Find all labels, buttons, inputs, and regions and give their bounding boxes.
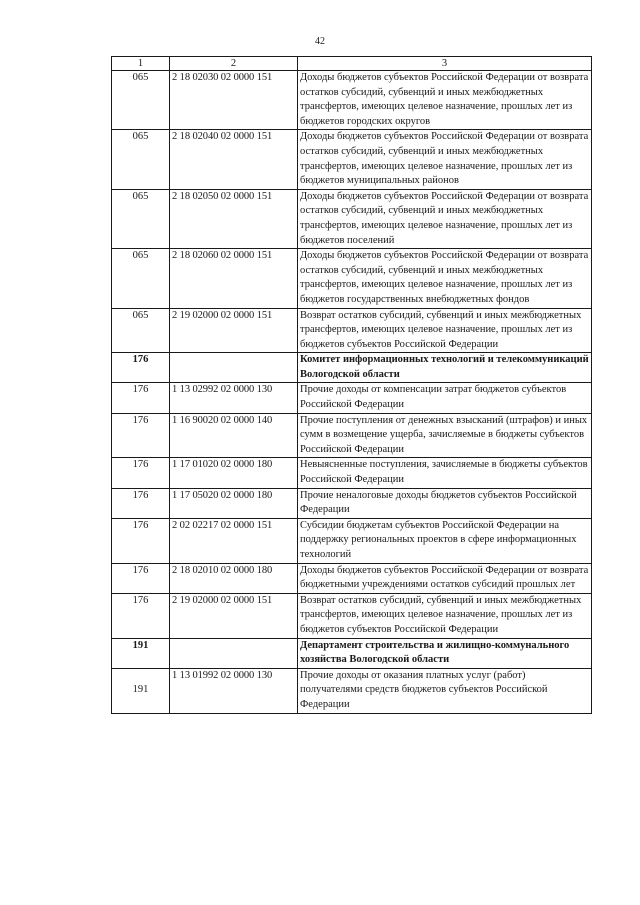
admin-code-cell: 065 bbox=[112, 308, 170, 353]
table-row bbox=[112, 308, 592, 353]
table-row bbox=[112, 130, 592, 189]
table-row bbox=[112, 458, 592, 488]
budget-code-cell: 2 19 02000 02 0000 151 bbox=[170, 308, 298, 353]
department-row bbox=[112, 638, 592, 668]
table-row bbox=[112, 563, 592, 593]
department-name-cell: Департамент строительства и жилищно-коммунального хозяйства Вологодской области bbox=[298, 638, 592, 668]
admin-code-cell: 065 bbox=[112, 189, 170, 248]
revenue-name-cell: Прочие неналоговые доходы бюджетов субъектов Российской Федерации bbox=[298, 488, 592, 518]
table-row bbox=[112, 488, 592, 518]
admin-code-cell: 176 bbox=[112, 518, 170, 563]
revenue-name-cell: Возврат остатков субсидий, субвенций и иных межбюджетных трансфертов, имеющих целевое назначение, прошлых лет из бюджетов субъектов Российской Федерации bbox=[298, 593, 592, 638]
budget-code-cell: 2 02 02217 02 0000 151 bbox=[170, 518, 298, 563]
admin-code-cell: 065 bbox=[112, 130, 170, 189]
table-row bbox=[112, 189, 592, 248]
revenue-name-cell: Доходы бюджетов субъектов Российской Федерации от возврата остатков субсидий, субвенций и иных межбюджетных трансфертов, имеющих целевое назначение, прошлых лет из бюджетов поселений bbox=[298, 189, 592, 248]
table-row bbox=[112, 249, 592, 308]
table-header-row bbox=[112, 57, 592, 71]
revenue-name-cell: Возврат остатков субсидий, субвенций и иных межбюджетных трансфертов, имеющих целевое назначение, прошлых лет из бюджетов субъектов Российской Федерации bbox=[298, 308, 592, 353]
admin-code-cell: 176 bbox=[112, 383, 170, 413]
table-row bbox=[112, 383, 592, 413]
admin-code-cell: 065 bbox=[112, 249, 170, 308]
budget-code-cell bbox=[170, 638, 298, 668]
admin-code-cell: 191 bbox=[112, 668, 170, 713]
table-row bbox=[112, 593, 592, 638]
admin-code-cell: 176 bbox=[112, 593, 170, 638]
revenue-name-cell: Доходы бюджетов субъектов Российской Федерации от возврата остатков субсидий, субвенций и иных межбюджетных трансфертов, имеющих целевое назначение, прошлых лет из бюджетов государственных внебюджетных фондов bbox=[298, 249, 592, 308]
page-number: 42 bbox=[315, 36, 325, 47]
revenue-name-cell: Доходы бюджетов субъектов Российской Федерации от возврата остатков субсидий, субвенций и иных межбюджетных трансфертов, имеющих целевое назначение, прошлых лет из бюджетов городских округов bbox=[298, 71, 592, 130]
revenue-name-cell: Доходы бюджетов субъектов Российской Федерации от возврата остатков субсидий, субвенций и иных межбюджетных трансфертов, имеющих целевое назначение, прошлых лет из бюджетов муниципальных районов bbox=[298, 130, 592, 189]
table-row bbox=[112, 518, 592, 563]
revenue-name-cell: Прочие поступления от денежных взысканий (штрафов) и иных сумм в возмещение ущерба, зачисляемые в бюджеты субъектов Российской Федерации bbox=[298, 413, 592, 458]
admin-code-cell: 191 bbox=[112, 638, 170, 668]
budget-code-cell: 2 18 02040 02 0000 151 bbox=[170, 130, 298, 189]
revenue-name-cell: Субсидии бюджетам субъектов Российской Федерации на поддержку региональных проектов в сфере информационных технологий bbox=[298, 518, 592, 563]
revenue-name-cell: Прочие доходы от оказания платных услуг (работ) получателями средств бюджетов субъектов Российской Федерации bbox=[298, 668, 592, 713]
admin-code-cell: 176 bbox=[112, 458, 170, 488]
admin-code-cell: 176 bbox=[112, 563, 170, 593]
department-row bbox=[112, 353, 592, 383]
budget-code-cell: 1 13 02992 02 0000 130 bbox=[170, 383, 298, 413]
budget-code-cell: 1 17 05020 02 0000 180 bbox=[170, 488, 298, 518]
column-header-3: 3 bbox=[298, 57, 592, 71]
revenue-name-cell: Доходы бюджетов субъектов Российской Федерации от возврата бюджетными учреждениями остатков субсидий прошлых лет bbox=[298, 563, 592, 593]
budget-code-cell: 1 13 01992 02 0000 130 bbox=[170, 668, 298, 713]
budget-code-cell: 2 18 02050 02 0000 151 bbox=[170, 189, 298, 248]
admin-code-cell: 065 bbox=[112, 71, 170, 130]
admin-code-cell: 176 bbox=[112, 488, 170, 518]
table-row bbox=[112, 71, 592, 130]
budget-code-cell: 1 16 90020 02 0000 140 bbox=[170, 413, 298, 458]
column-header-1: 1 bbox=[112, 57, 170, 71]
admin-code-cell: 176 bbox=[112, 353, 170, 383]
admin-code-cell: 176 bbox=[112, 413, 170, 458]
budget-code-cell: 2 18 02030 02 0000 151 bbox=[170, 71, 298, 130]
revenue-name-cell: Прочие доходы от компенсации затрат бюджетов субъектов Российской Федерации bbox=[298, 383, 592, 413]
table-row bbox=[112, 413, 592, 458]
column-header-2: 2 bbox=[170, 57, 298, 71]
budget-code-cell: 2 18 02010 02 0000 180 bbox=[170, 563, 298, 593]
revenue-code-table bbox=[111, 56, 592, 714]
revenue-name-cell: Невыясненные поступления, зачисляемые в бюджеты субъектов Российской Федерации bbox=[298, 458, 592, 488]
department-name-cell: Комитет информационных технологий и телекоммуникаций Вологодской области bbox=[298, 353, 592, 383]
budget-code-cell: 2 19 02000 02 0000 151 bbox=[170, 593, 298, 638]
table-row bbox=[112, 668, 592, 713]
budget-code-cell: 1 17 01020 02 0000 180 bbox=[170, 458, 298, 488]
budget-code-cell: 2 18 02060 02 0000 151 bbox=[170, 249, 298, 308]
budget-code-cell bbox=[170, 353, 298, 383]
